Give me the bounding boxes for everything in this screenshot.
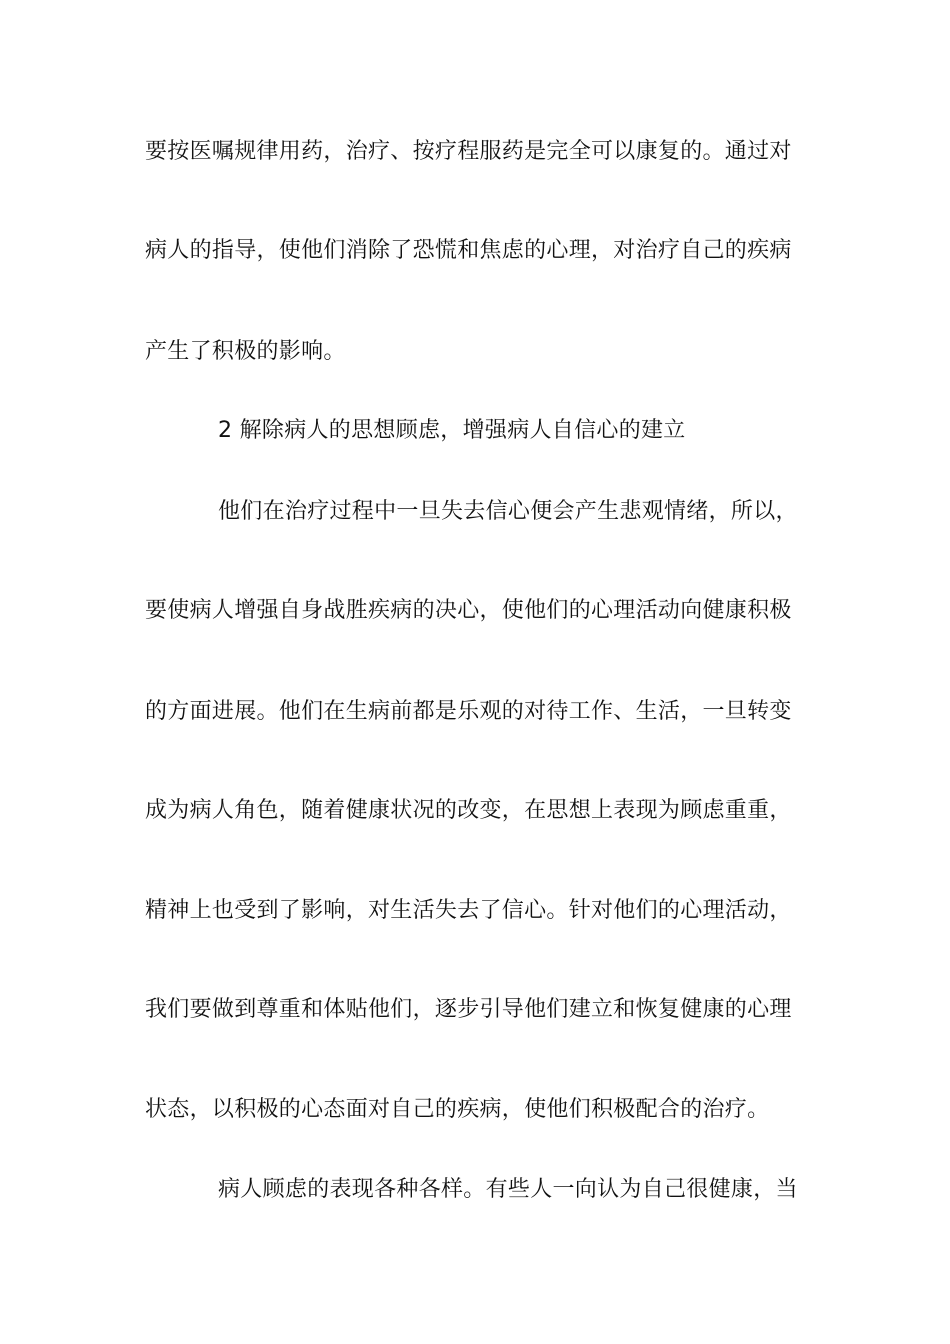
paragraph-line: 状态，以积极的心态面对自己的疾病，使他们积极配合的治疗。 (145, 1097, 770, 1122)
paragraph-line: 产生了积极的影响。 (145, 339, 346, 364)
paragraph-line: 精神上也受到了影响，对生活失去了信心。针对他们的心理活动， (145, 898, 792, 923)
paragraph-line: 病人的指导，使他们消除了恐慌和焦虑的心理，对治疗自己的疾病 (145, 238, 792, 263)
paragraph-line: 他们在治疗过程中一旦失去信心便会产生悲观情绪，所以， (218, 499, 798, 524)
paragraph-line: 要按医嘱规律用药，治疗、按疗程服药是完全可以康复的。通过对 (145, 139, 792, 164)
paragraph-line: 的方面进展。他们在生病前都是乐观的对待工作、生活，一旦转变 (145, 699, 792, 724)
paragraph-line: 成为病人角色，随着健康状况的改变，在思想上表现为顾虑重重， (145, 798, 792, 823)
paragraph-line: 要使病人增强自身战胜疾病的决心，使他们的心理活动向健康积极 (145, 598, 792, 623)
paragraph-line: 病人顾虑的表现各种各样。有些人一向认为自己很健康，当 (218, 1177, 798, 1202)
paragraph-line: 我们要做到尊重和体贴他们，逐步引导他们建立和恢复健康的心理 (145, 997, 792, 1022)
section-heading: 2 解除病人的思想顾虑，增强病人自信心的建立 (218, 418, 686, 443)
